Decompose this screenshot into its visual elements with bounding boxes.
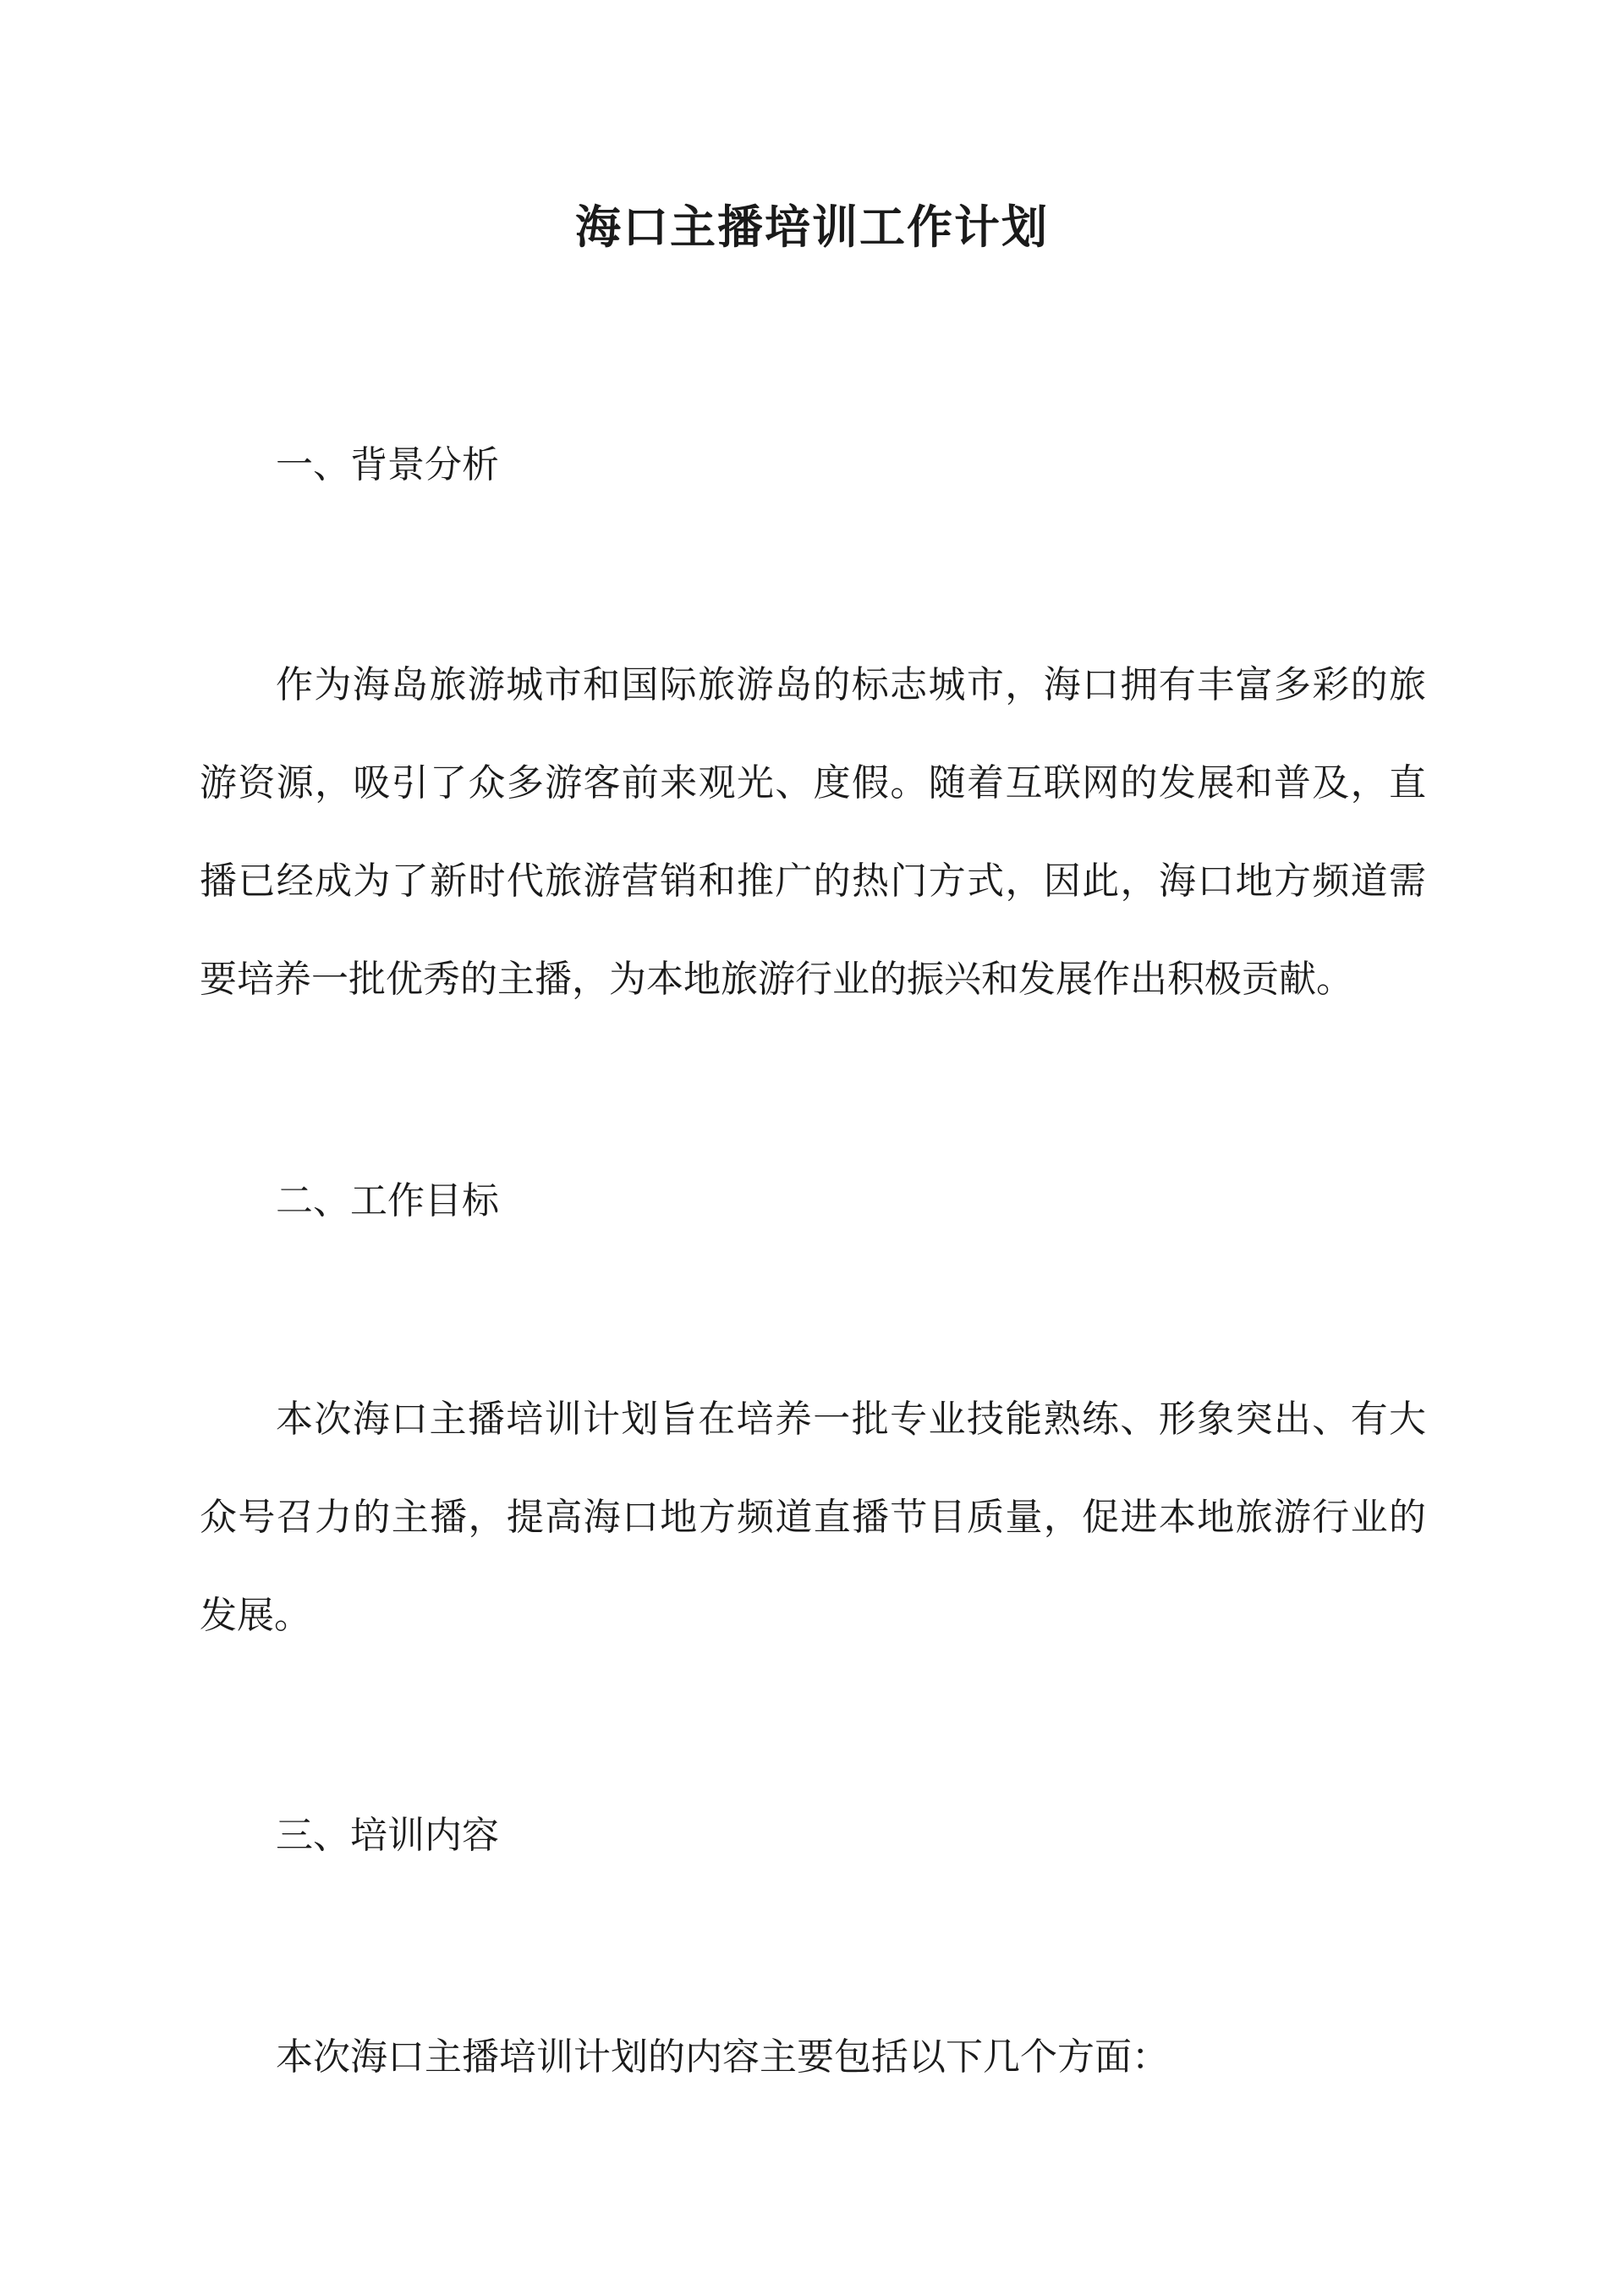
section-heading-training-content: 三、培训内容 bbox=[276, 1814, 499, 1857]
document-title: 海口主播培训工作计划 bbox=[575, 200, 1049, 254]
section-paragraph-goals: 本次海口主播培训计划旨在培养一批专业技能熟练、形象突出、有大众号召力的主播，提高海口地方频道直播节目质量，促进本地旅游行业的发展。 bbox=[200, 1398, 1426, 1637]
section-heading-background: 一、背景分析 bbox=[276, 443, 499, 486]
section-paragraph-background: 作为海岛旅游城市和国际旅游岛的标志城市，海口拥有丰富多彩的旅游资源，吸引了众多游客前来观光、度假。随着互联网的发展和普及，直播已经成为了新时代旅游营销和推广的热门方式，因此，海口地方频道需要培养一批优秀的主播，为本地旅游行业的振兴和发展作出积极贡献。 bbox=[200, 663, 1426, 1001]
section-paragraph-training-content: 本次海口主播培训计划的内容主要包括以下几个方面： bbox=[276, 2035, 1169, 2079]
section-heading-goals: 二、工作目标 bbox=[276, 1179, 499, 1222]
